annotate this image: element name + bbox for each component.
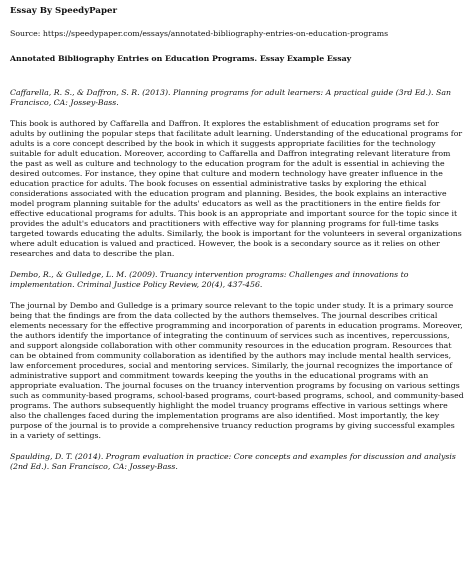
entry-citation: Dembo, R., & Gulledge, L. M. (2009). Truancy intervention programs: Challenges and innovations to implementation. Criminal Justice Policy Review, 20(4), 437-456.: [10, 270, 409, 289]
entry-caffarella: [10, 88, 464, 259]
entry-spaulding: [10, 452, 464, 472]
document-title: Annotated Bibliography Entries on Education Programs. Essay Example Essay: [10, 54, 352, 63]
source-line: Source: https://speedypaper.com/essays/annotated-bibliography-entries-on-education-programs: [10, 29, 389, 38]
entry-citation: Spaulding, D. T. (2014). Program evaluation in practice: Core concepts and examples for discussion and analysis (2nd Ed.). San Francisco, CA: Jossey-Bass.: [10, 452, 456, 471]
entry-dembo: [10, 270, 464, 441]
brand-title: Essay By SpeedyPaper: [10, 6, 117, 16]
entry-annotation: The journal by Dembo and Gulledge is a primary source relevant to the topic under study. It is a primary source being that the findings are from the data collected by the authors themselves. The journal describes critical elements necessary for the effective programming and incorporation of parents in education programs. Moreover, the authors identify the importance of integrating the continuum of services such as incentives, repercussions, and support alongside collaboration with other community resources in the education program. Resources that can be obtained from community collaboration as identified by the authors may include mental health services, law enforcement procedures, social and mentoring services. Similarly, the journal recognizes the importance of administrative support and commitment towards keeping the youths in the educational programs with an appropriate evaluation. The journal focuses on the truancy intervention programs by focusing on various settings such as community-based programs, school-based programs, court-based programs, school, and community-based programs. The authors subsequently highlight the model truancy programs effective in various settings where also the challenges faced during the implementation programs are also identified. Most importantly, the key purpose of the journal is to provide a comprehensive truancy reduction programs by giving successful examples in a variety of settings.: [10, 301, 464, 440]
entry-annotation: This book is authored by Caffarella and Daffron. It explores the establishment of education programs set for adults by outlining the popular steps that facilitate adult learning. Understanding of the educational programs for adults is a core concept described by the book in which it suggests appropriate facilities for the technology suitable for adult education. Moreover, according to Caffarella and Daffron integrating relevant literature from the past as well as culture and technology to the education program for the adult is essential in achieving the desired outcomes. For instance, they opine that culture and modern technology have greater influence in the education practice for adults. The book focuses on essential administrative tasks by exploring the ethical considerations associated with the education program and planning. Besides, the book explains an interactive model program planning suitable for the adults' educators as well as the practitioners in the entire fields for effective educational programs for adults. This book is an appropriate and important source for the topic since it provides the adult's educators and practitioners with effective way for planning programs for full-time tasks targeted towards educating the adults. Similarly, the book is important for the volunteers in several organizations where adult education is valued and practiced. However, the book is a secondary source as it relies on other researches and data to describe the plan.: [10, 119, 463, 258]
entry-citation: Caffarella, R. S., & Daffron, S. R. (2013). Planning programs for adult learners: A practical guide (3rd Ed.). San Francisco, CA: Jossey-Bass.: [10, 88, 452, 107]
